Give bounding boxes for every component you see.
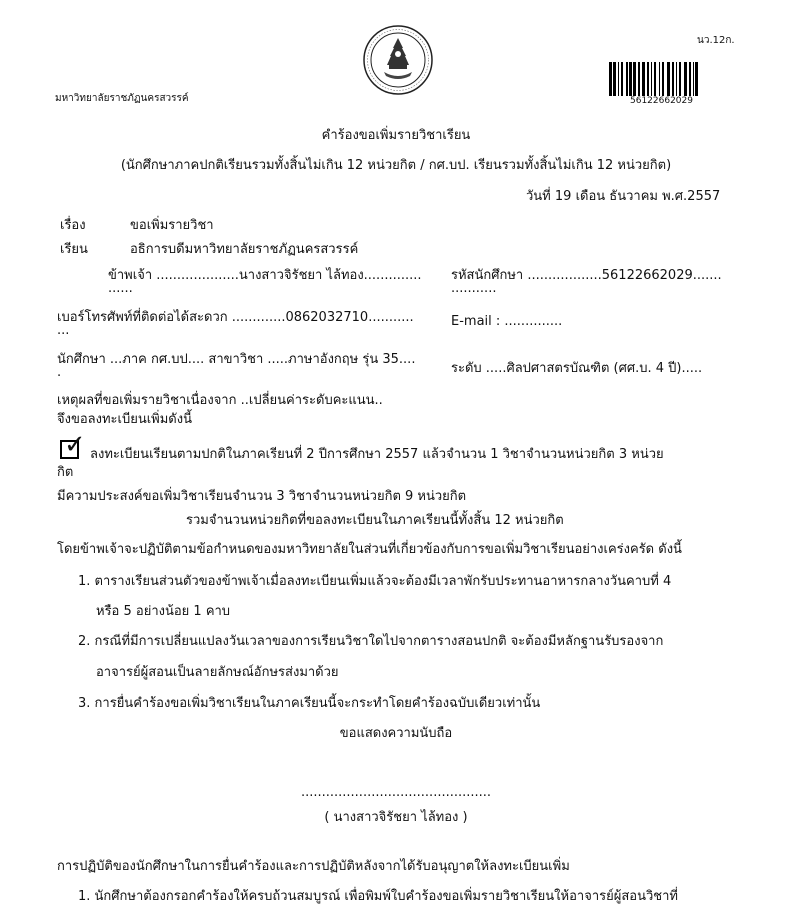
barcode-bar xyxy=(676,62,677,96)
check-icon: ✓ xyxy=(64,430,86,460)
barcode-bar xyxy=(651,62,652,96)
condition-item-2: 2. กรณีที่มีการเปลี่ยนแปลงวันเวลาของการเรียนวิชาใดไปจากตารางสอนปกติ จะต้องมีหลักฐานรับรองจาก xyxy=(78,634,664,649)
subject-label: เรื่อง xyxy=(60,218,86,233)
reason-field: เหตุผลที่ขอเพิ่มรายวิชาเนื่องจาก ..เปลี่ยนค่าระดับคะแนน.. xyxy=(57,393,383,408)
registration-line-3: รวมจำนวนหน่วยกิตที่ขอลงทะเบียนในภาคเรียนนี้ทั้งสิ้น 12 หน่วยกิต xyxy=(186,513,564,528)
email-field: E-mail : .............. xyxy=(451,314,563,329)
barcode-bar xyxy=(667,62,670,96)
registration-line-1-cont: กิต xyxy=(57,465,74,480)
to-label: เรียน xyxy=(60,242,88,257)
barcode-bar xyxy=(633,62,636,96)
registration-checkbox[interactable] xyxy=(60,430,86,460)
closing-text: ขอแสดงความนับถือ xyxy=(339,726,453,741)
condition-item-3: 3. การยื่นคำร้องขอเพิ่มวิชาเรียนในภาคเรียนนี้จะกระทำโดยคำร้องฉบับเดียวเท่านั้น xyxy=(78,696,541,711)
registration-line-1: ลงทะเบียนเรียนตามปกติในภาคเรียนที่ 2 ปีการศึกษา 2557 แล้วจำนวน 1 วิชาจำนวนหน่วยกิต 3 หน่วย xyxy=(90,447,664,462)
conditions-intro: โดยข้าพเจ้าจะปฏิบัติตามข้อกำหนดของมหาวิทยาลัยในส่วนที่เกี่ยวข้องกับการขอเพิ่มวิชาเรียนอย่างเคร่งครัด ดังนี้ xyxy=(57,542,682,557)
student-id-field: รหัสนักศึกษา ..................56122662029....... xyxy=(451,268,722,283)
barcode-bar xyxy=(609,62,612,96)
name-dots: ...... xyxy=(108,281,133,296)
form-subtitle: (นักศึกษาภาคปกติเรียนรวมทั้งสิ้นไม่เกิน 12 หน่วยกิต / กศ.บป. เรียนรวมทั้งสิ้นไม่เกิน 12 หน่วยกิต) xyxy=(120,158,672,173)
barcode-number: 56122662029 xyxy=(630,96,693,106)
condition-item-2-cont: อาจารย์ผู้สอนเป็นลายลักษณ์อักษรส่งมาด้วย xyxy=(96,665,339,680)
student-dots: . xyxy=(57,365,62,380)
name-field: ข้าพเจ้า ....................นางสาวจิรัชยา ไล้ทอง.............. xyxy=(108,268,422,283)
barcode-bar xyxy=(679,62,681,96)
barcode-bar xyxy=(662,62,664,96)
barcode-bar xyxy=(626,62,628,96)
barcode-bar xyxy=(621,62,623,96)
barcode-bar xyxy=(684,62,687,96)
barcode-bar xyxy=(659,62,660,96)
subject-value: ขอเพิ่มรายวิชา xyxy=(130,218,214,233)
condition-item-1-cont: หรือ 5 อย่างน้อย 1 คาบ xyxy=(96,604,231,619)
barcode-bar xyxy=(647,62,649,96)
form-date: วันที่ 19 เดือน ธันวาคม พ.ศ.2557 xyxy=(526,189,721,204)
procedure-heading: การปฏิบัติของนักศึกษาในการยื่นคำร้องและการปฏิบัติหลังจากได้รับอนุญาตให้ลงทะเบียนเพิ่ม xyxy=(57,859,570,874)
university-seal-icon xyxy=(362,24,434,96)
student-program-field: นักศึกษา ...ภาค กศ.บป.... สาขาวิชา .....ภาษาอังกฤษ รุ่น 35.... xyxy=(57,352,416,367)
phone-dots: ... xyxy=(57,323,70,338)
barcode-bar xyxy=(689,62,691,96)
barcode-bar xyxy=(613,62,616,96)
barcode-bar xyxy=(618,62,619,96)
barcode-bar xyxy=(672,62,674,96)
phone-field: เบอร์โทรศัพท์ที่ติดต่อได้สะดวก .............0862032710........... xyxy=(57,310,414,325)
level-field: ระดับ .....ศิลปศาสตรบัณฑิต (ศศ.บ. 4 ปี)..... xyxy=(451,361,703,376)
barcode-bar xyxy=(642,62,645,96)
barcode-bar xyxy=(638,62,640,96)
signature-name: ( นางสาวจิรัชยา ไล้ทอง ) xyxy=(324,810,468,825)
request-line: จึงขอลงทะเบียนเพิ่มดังนี้ xyxy=(57,412,192,427)
condition-item-1: 1. ตารางเรียนส่วนตัวของข้าพเจ้าเมื่อลงทะเบียนเพิ่มแล้วจะต้องมีเวลาพักรับประทานอาหารกลางวันคาบที่ 4 xyxy=(78,574,672,589)
signature-line: .............................................. xyxy=(300,785,492,800)
barcode-bar xyxy=(629,62,632,96)
to-value: อธิการบดีมหาวิทยาลัยราชภัฏนครสวรรค์ xyxy=(130,242,359,257)
university-name: มหาวิทยาลัยราชภัฏนครสวรรค์ xyxy=(55,93,189,104)
form-code: นว.12ก. xyxy=(697,35,735,46)
student-id-dots: ........... xyxy=(451,281,497,296)
barcode-bar xyxy=(654,62,656,96)
registration-line-2: มีความประสงค์ขอเพิ่มวิชาเรียนจำนวน 3 วิชาจำนวนหน่วยกิต 9 หน่วยกิต xyxy=(57,489,467,504)
form-title: คำร้องขอเพิ่มรายวิชาเรียน xyxy=(321,128,471,143)
procedure-item-1: 1. นักศึกษาต้องกรอกคำร้องให้ครบถ้วนสมบูรณ์ เพื่อพิมพ์ใบคำร้องขอเพิ่มรายวิชาเรียนให้อาจารย์ผู้สอนวิชาที่ xyxy=(78,889,678,904)
barcode-bar xyxy=(695,62,698,96)
barcode-bar xyxy=(693,62,694,96)
barcode xyxy=(607,62,733,96)
